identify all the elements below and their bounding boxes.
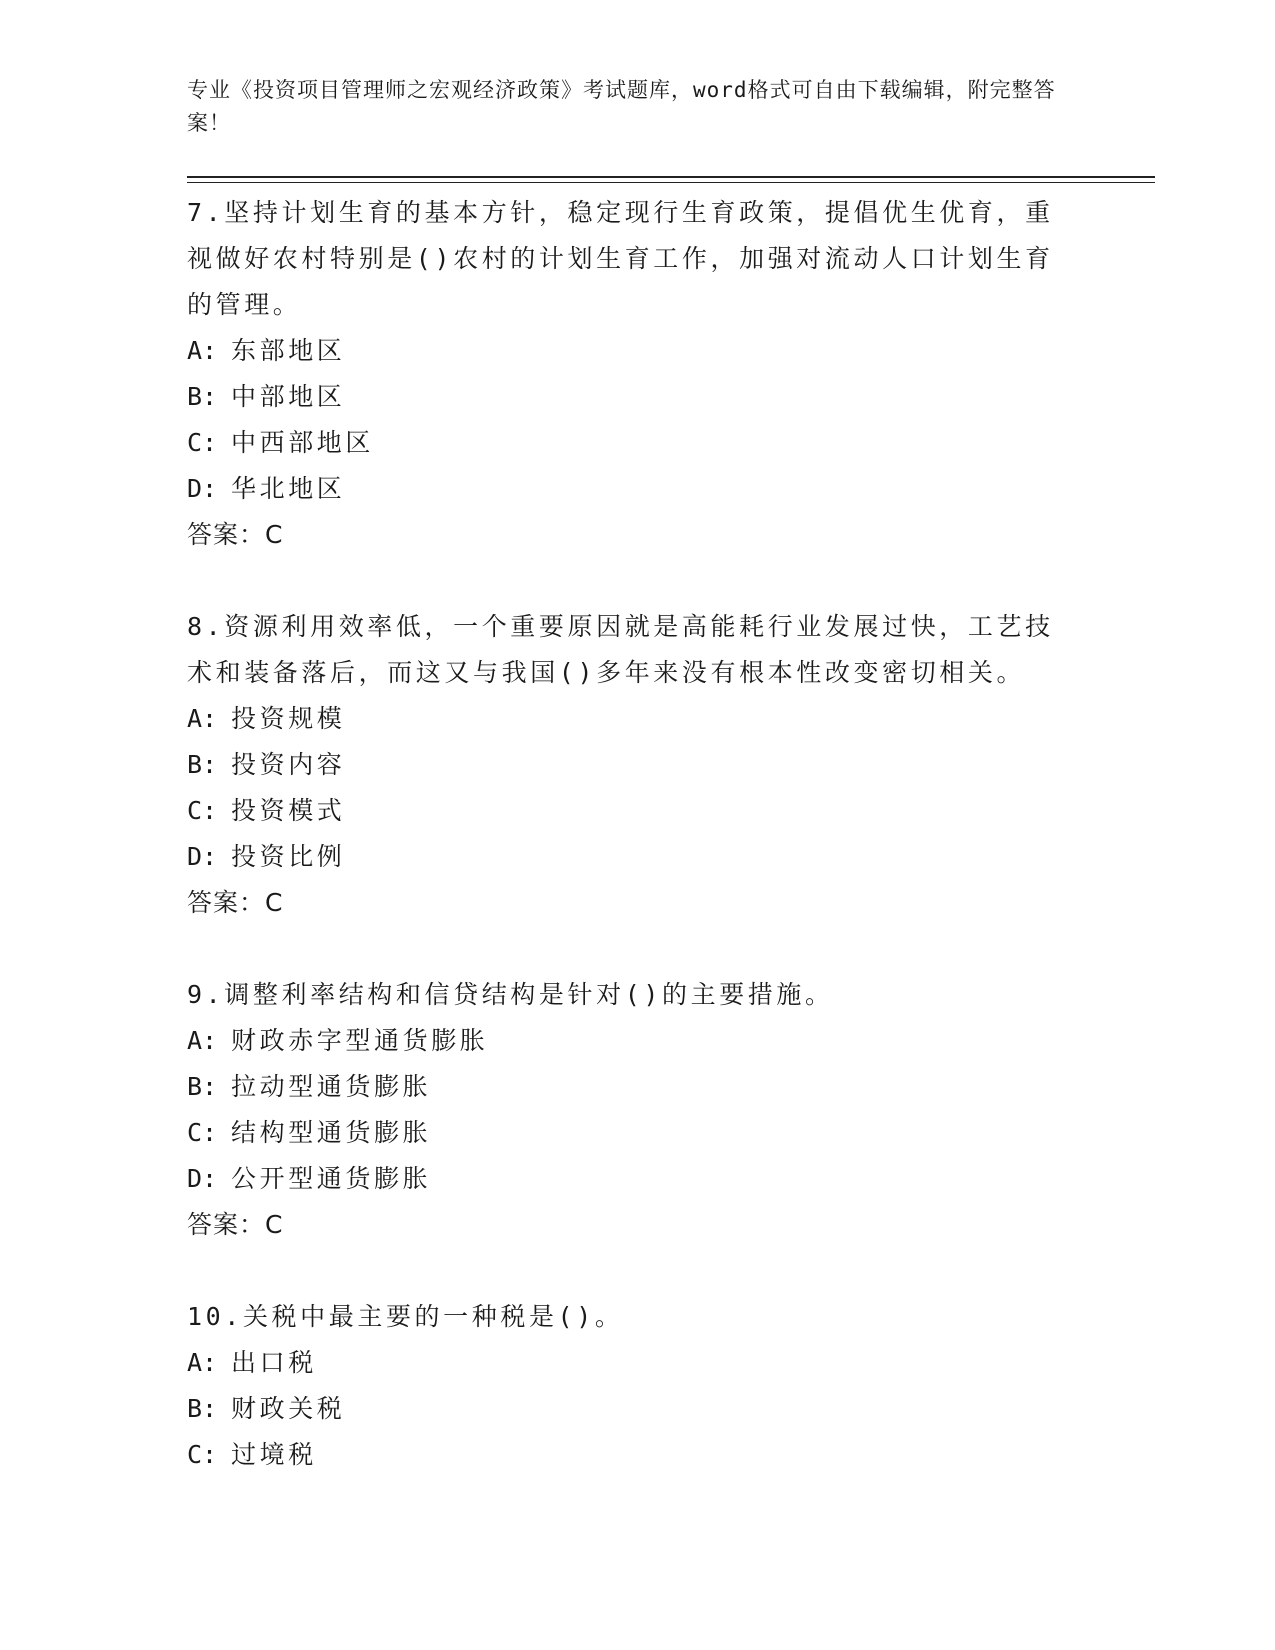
question-10 [187,1294,1067,1478]
option-letter: B: [187,1394,218,1423]
header-divider-thin [187,182,1155,183]
option-letter: C: [187,1118,218,1147]
option-letter: B: [187,750,218,779]
option-letter: A: [187,1026,218,1055]
option-c [187,420,1067,466]
option-letter: C: [187,1440,218,1469]
option-b [187,742,1067,788]
option-text: 投资内容 [231,750,346,779]
option-letter: A: [187,1348,218,1377]
question-text: 10.关税中最主要的一种税是()。 [187,1302,624,1331]
option-c [187,1110,1067,1156]
option-text: 投资规模 [231,704,346,733]
option-text: 投资模式 [231,796,346,825]
question-list [187,190,1067,1524]
option-c [187,1432,1067,1478]
option-d [187,834,1067,880]
option-a [187,328,1067,374]
option-letter: C: [187,796,218,825]
option-text: 财政关税 [231,1394,346,1423]
option-d [187,1156,1067,1202]
answer-line: 答案：C [187,520,284,549]
document-header: 专业《投资项目管理师之宏观经济政策》考试题库，word格式可自由下载编辑，附完整答案！ [187,78,1056,135]
answer-line: 答案：C [187,1210,284,1239]
option-text: 华北地区 [231,474,346,503]
option-text: 出口税 [231,1348,317,1377]
option-text: 中西部地区 [231,428,375,457]
option-text: 过境税 [231,1440,317,1469]
answer-line: 答案：C [187,888,284,917]
option-letter: B: [187,1072,218,1101]
option-b [187,374,1067,420]
question-9 [187,972,1067,1248]
header-divider-thick [187,176,1155,178]
question-text: 8.资源利用效率低，一个重要原因就是高能耗行业发展过快，工艺技术和装备落后，而这又与我国()多年来没有根本性改变密切相关。 [187,612,1054,687]
option-text: 东部地区 [231,336,346,365]
option-letter: A: [187,336,218,365]
option-c [187,788,1067,834]
question-text: 7.坚持计划生育的基本方针，稳定现行生育政策，提倡优生优育，重视做好农村特别是()农村的计划生育工作，加强对流动人口计划生育的管理。 [187,198,1054,319]
option-letter: D: [187,1164,218,1193]
option-a [187,1340,1067,1386]
question-7 [187,190,1067,558]
option-text: 拉动型通货膨胀 [231,1072,432,1101]
option-letter: D: [187,474,218,503]
option-d [187,466,1067,512]
option-a [187,696,1067,742]
option-letter: B: [187,382,218,411]
option-a [187,1018,1067,1064]
option-text: 结构型通货膨胀 [231,1118,432,1147]
question-8 [187,604,1067,926]
option-text: 投资比例 [231,842,346,871]
option-letter: A: [187,704,218,733]
option-letter: C: [187,428,218,457]
option-b [187,1064,1067,1110]
option-text: 公开型通货膨胀 [231,1164,432,1193]
option-text: 财政赤字型通货膨胀 [231,1026,489,1055]
option-letter: D: [187,842,218,871]
option-text: 中部地区 [231,382,346,411]
option-b [187,1386,1067,1432]
question-text: 9.调整利率结构和信贷结构是针对()的主要措施。 [187,980,834,1009]
